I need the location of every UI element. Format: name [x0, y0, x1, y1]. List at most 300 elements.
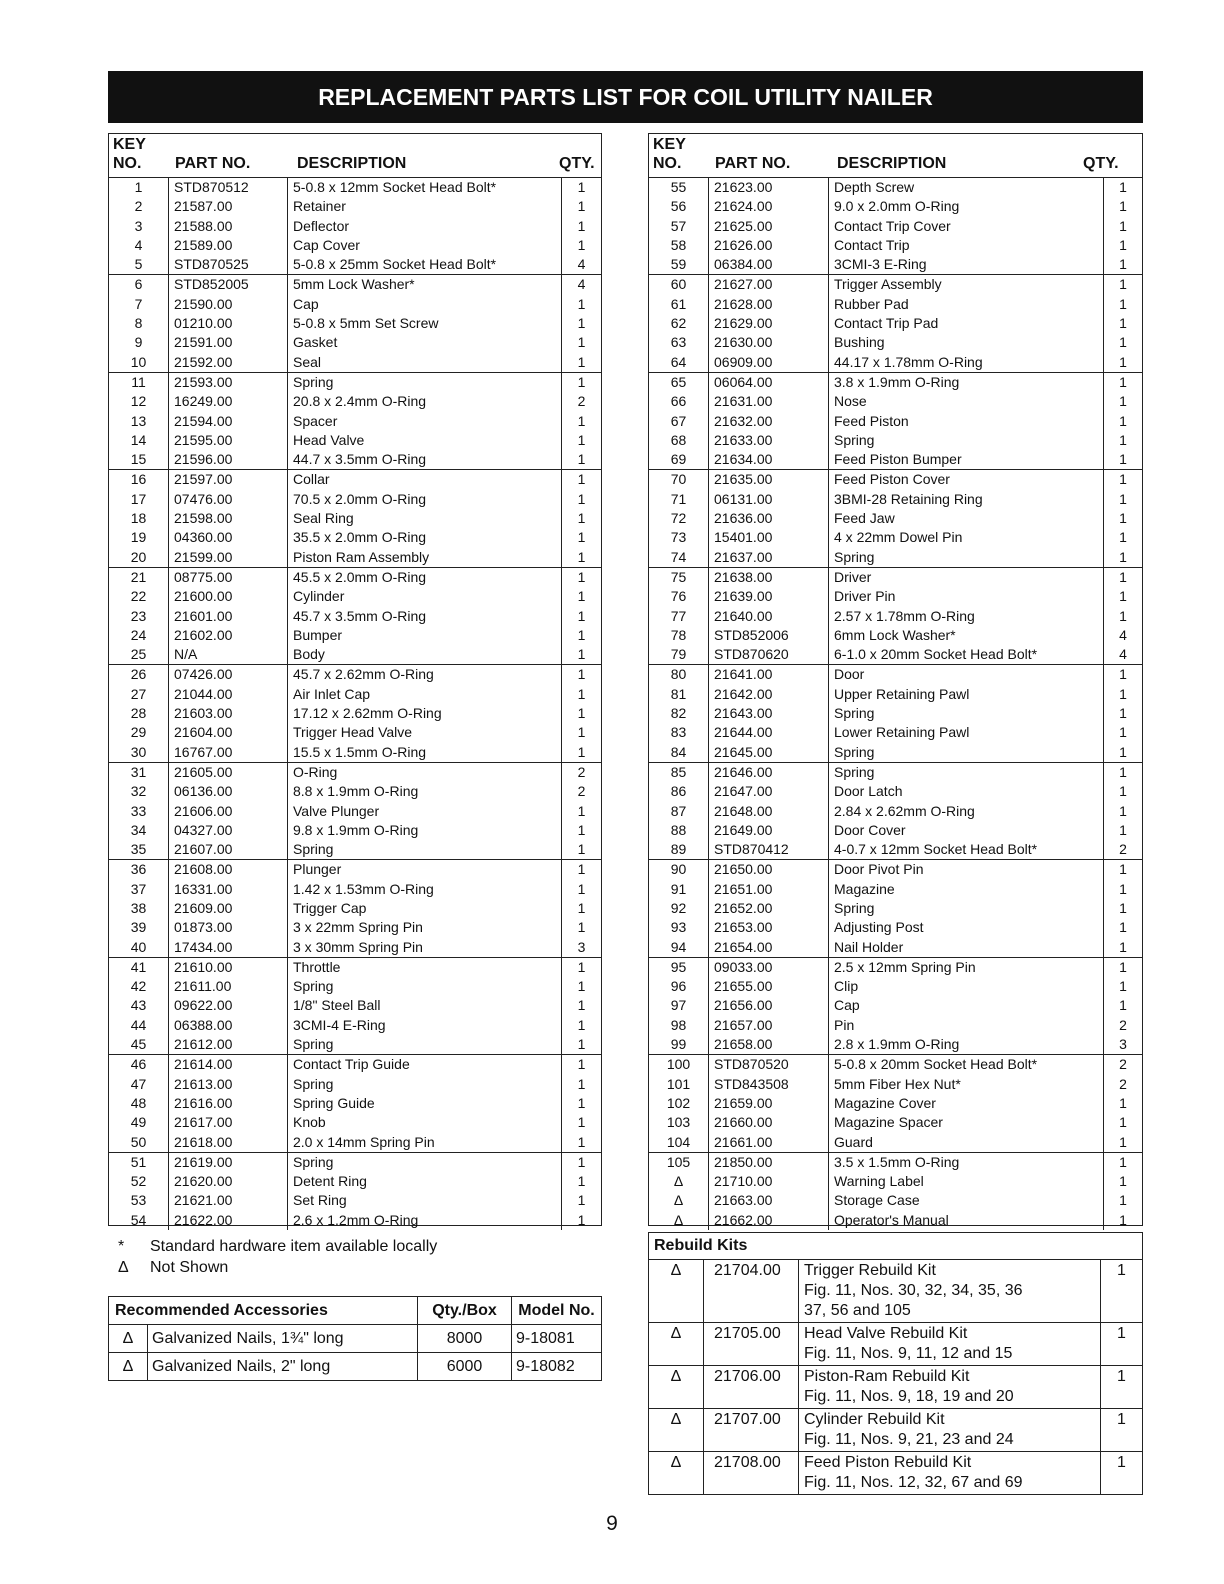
qty: 1 — [561, 1055, 601, 1074]
description: 2.8 x 1.9mm O-Ring — [828, 1035, 1103, 1054]
description: Valve Plunger — [287, 802, 561, 821]
key-no: 65 — [670, 373, 687, 390]
header-description: DESCRIPTION — [837, 155, 947, 172]
part-no: 21652.00 — [708, 899, 828, 918]
description: 2.84 x 2.62mm O-Ring — [828, 802, 1103, 821]
part-no: 07426.00 — [168, 665, 287, 684]
key-no: 4 — [134, 236, 143, 253]
table-row — [649, 958, 1142, 977]
description: Contact Trip — [828, 236, 1103, 255]
key-no: 48 — [130, 1094, 147, 1111]
table-row — [109, 782, 601, 801]
description: 3.8 x 1.9mm O-Ring — [828, 373, 1103, 392]
key-no: 3 — [134, 217, 143, 234]
table-row — [109, 178, 601, 197]
qty: 1 — [561, 548, 601, 567]
part-no: STD852005 — [168, 275, 287, 294]
description: 5-0.8 x 5mm Set Screw — [287, 314, 561, 333]
description: Air Inlet Cap — [287, 685, 561, 704]
description: Magazine Cover — [828, 1094, 1103, 1113]
description: 6mm Lock Washer* — [828, 626, 1103, 645]
part-no: 21633.00 — [708, 431, 828, 450]
description: 44.7 x 3.5mm O-Ring — [287, 450, 561, 469]
delta-symbol: Δ — [118, 1259, 129, 1276]
key-no: 19 — [130, 529, 147, 546]
qty: 1 — [561, 1016, 601, 1035]
table-row — [109, 490, 601, 509]
description: 2.6 x 1.2mm O-Ring — [287, 1211, 561, 1230]
key-no: 102 — [666, 1094, 691, 1111]
description: 45.5 x 2.0mm O-Ring — [287, 568, 561, 587]
key-no: 79 — [670, 646, 687, 663]
rebuild-kits-rows — [649, 1260, 1142, 1494]
table-row — [649, 802, 1142, 821]
rebuild-kits-table — [648, 1232, 1143, 1495]
description: Spring — [828, 548, 1103, 567]
qty: 1 — [1103, 860, 1142, 879]
description: Spring — [287, 1035, 561, 1054]
part-no: 21657.00 — [708, 1016, 828, 1035]
table-row — [649, 333, 1142, 352]
qty: 1 — [1103, 821, 1142, 840]
description: Spacer — [287, 412, 561, 431]
table-row — [109, 899, 601, 918]
description: 5-0.8 x 12mm Socket Head Bolt* — [287, 178, 561, 197]
description: Door Latch — [828, 782, 1103, 801]
key-no: 42 — [130, 978, 147, 995]
description: Door Cover — [828, 821, 1103, 840]
qty: 1 — [561, 626, 601, 645]
table-row — [109, 1016, 601, 1035]
key-no: 29 — [130, 724, 147, 741]
part-no: 21656.00 — [708, 996, 828, 1015]
qty: 2 — [561, 782, 601, 801]
key-no: 46 — [130, 1056, 147, 1073]
kit-description-line: Trigger Rebuild Kit — [804, 1262, 936, 1279]
parts-rows-right — [649, 178, 1142, 1230]
part-no: STD870525 — [168, 255, 287, 274]
description: 2.0 x 14mm Spring Pin — [287, 1133, 561, 1152]
kit-part-no: 21705.00 — [703, 1323, 798, 1365]
table-row — [109, 743, 601, 763]
table-row — [649, 1191, 1142, 1210]
key-no: 45 — [130, 1036, 147, 1053]
table-row — [109, 450, 601, 470]
description: Feed Jaw — [828, 509, 1103, 528]
table-row — [649, 723, 1142, 742]
part-no: 21649.00 — [708, 821, 828, 840]
description: Warning Label — [828, 1172, 1103, 1191]
key-no: 69 — [670, 451, 687, 468]
description: Magazine — [828, 880, 1103, 899]
table-row — [109, 723, 601, 742]
key-no: 59 — [670, 256, 687, 273]
qty: 1 — [1103, 431, 1142, 450]
key-no: 23 — [130, 607, 147, 624]
part-no: 21595.00 — [168, 431, 287, 450]
accessory-qty: 6000 — [417, 1353, 511, 1380]
qty: 1 — [561, 723, 601, 742]
part-no: 21662.00 — [708, 1211, 828, 1230]
table-row — [109, 1172, 601, 1191]
part-no: 21604.00 — [168, 723, 287, 742]
key-no: 54 — [130, 1211, 147, 1228]
description: Body — [287, 645, 561, 664]
key-no: 10 — [130, 353, 147, 370]
part-no: 06131.00 — [708, 490, 828, 509]
qty: 1 — [561, 899, 601, 918]
kit-description-line: Head Valve Rebuild Kit — [804, 1325, 968, 1342]
table-row — [109, 938, 601, 958]
key-no: 75 — [670, 568, 687, 585]
qty: 2 — [561, 392, 601, 411]
qty: 1 — [1103, 490, 1142, 509]
table-row — [109, 918, 601, 937]
part-no: 21640.00 — [708, 607, 828, 626]
description: Magazine Spacer — [828, 1113, 1103, 1132]
table-row — [109, 685, 601, 704]
description: Driver — [828, 568, 1103, 587]
accessory-qty: 8000 — [417, 1325, 511, 1352]
table-row — [649, 450, 1142, 470]
key-no: 62 — [670, 315, 687, 332]
qty: 1 — [1103, 509, 1142, 528]
key-no: 12 — [130, 393, 147, 410]
table-row — [109, 704, 601, 723]
table-row — [649, 528, 1142, 547]
key-no: 14 — [130, 431, 147, 448]
table-header — [109, 134, 601, 178]
part-no: 21618.00 — [168, 1133, 287, 1152]
description: 2.57 x 1.78mm O-Ring — [828, 607, 1103, 626]
qty: 1 — [561, 178, 601, 197]
description: Door Pivot Pin — [828, 860, 1103, 879]
qty: 1 — [1103, 607, 1142, 626]
part-no: 21626.00 — [708, 236, 828, 255]
key-no: 5 — [134, 256, 143, 273]
parts-table-left — [108, 133, 602, 1226]
description: Piston Ram Assembly — [287, 548, 561, 567]
description: Plunger — [287, 860, 561, 879]
part-no: 21597.00 — [168, 470, 287, 489]
part-no: 21660.00 — [708, 1113, 828, 1132]
kit-row — [649, 1366, 1142, 1409]
key-no: 57 — [670, 217, 687, 234]
description: Clip — [828, 977, 1103, 996]
key-no: 92 — [670, 899, 687, 916]
table-row — [109, 1113, 601, 1132]
qty: 1 — [561, 860, 601, 879]
kit-description — [798, 1323, 1100, 1365]
kit-qty: 1 — [1100, 1366, 1142, 1408]
qty: 1 — [1103, 958, 1142, 977]
qty: 4 — [1103, 626, 1142, 645]
key-no: 9 — [134, 334, 143, 351]
qty: 1 — [1103, 1113, 1142, 1132]
part-no: 16767.00 — [168, 743, 287, 762]
kit-description — [798, 1409, 1100, 1451]
qty: 1 — [561, 236, 601, 255]
part-no: 21658.00 — [708, 1035, 828, 1054]
key-no: 85 — [670, 763, 687, 780]
key-no: 88 — [670, 821, 687, 838]
key-no: 72 — [670, 510, 687, 527]
qty: 1 — [561, 880, 601, 899]
delta-symbol: Δ — [670, 1325, 682, 1342]
table-row — [109, 645, 601, 665]
description: Feed Piston Cover — [828, 470, 1103, 489]
qty: 1 — [561, 1094, 601, 1113]
part-no: 21631.00 — [708, 392, 828, 411]
legend-notes — [118, 1236, 437, 1278]
qty: 1 — [1103, 587, 1142, 606]
key-no: 78 — [670, 626, 687, 643]
table-row — [649, 918, 1142, 937]
key-no: 51 — [130, 1153, 147, 1170]
table-row — [109, 860, 601, 879]
key-no: 18 — [130, 510, 147, 527]
kit-description-line: Cylinder Rebuild Kit — [804, 1411, 945, 1428]
part-no: 21639.00 — [708, 587, 828, 606]
table-row — [649, 236, 1142, 255]
kit-description — [798, 1452, 1100, 1494]
accessory-row — [109, 1353, 601, 1380]
description: 3.5 x 1.5mm O-Ring — [828, 1153, 1103, 1172]
qty: 1 — [1103, 568, 1142, 587]
qty: 1 — [1103, 977, 1142, 996]
part-no: 21587.00 — [168, 197, 287, 216]
header-no: NO. — [113, 155, 142, 172]
description: Operator's Manual — [828, 1211, 1103, 1230]
key-no: 27 — [130, 685, 147, 702]
part-no: 06909.00 — [708, 353, 828, 372]
description: 45.7 x 2.62mm O-Ring — [287, 665, 561, 684]
qty: 1 — [561, 333, 601, 352]
table-row — [109, 217, 601, 236]
part-no: 21601.00 — [168, 607, 287, 626]
qty: 1 — [561, 1172, 601, 1191]
accessory-row — [109, 1325, 601, 1353]
qty: 1 — [1103, 275, 1142, 294]
part-no: 01210.00 — [168, 314, 287, 333]
description: Seal Ring — [287, 509, 561, 528]
table-row — [649, 977, 1142, 996]
header-qty-box: Qty./Box — [417, 1297, 511, 1324]
part-no: 21638.00 — [708, 568, 828, 587]
qty: 1 — [561, 314, 601, 333]
part-no: STD870620 — [708, 645, 828, 664]
accessory-model: 9-18081 — [511, 1325, 601, 1352]
table-row — [109, 373, 601, 392]
qty: 1 — [1103, 938, 1142, 957]
table-row — [649, 685, 1142, 704]
kit-row — [649, 1323, 1142, 1366]
description: 9.0 x 2.0mm O-Ring — [828, 197, 1103, 216]
qty: 4 — [561, 255, 601, 274]
qty: 1 — [1103, 353, 1142, 372]
part-no: 21663.00 — [708, 1191, 828, 1210]
table-row — [649, 548, 1142, 568]
part-no: 21619.00 — [168, 1153, 287, 1172]
table-row — [109, 958, 601, 977]
table-row — [109, 1133, 601, 1153]
description: 3 x 30mm Spring Pin — [287, 938, 561, 957]
qty: 1 — [1103, 763, 1142, 782]
part-no: 17434.00 — [168, 938, 287, 957]
description: Trigger Cap — [287, 899, 561, 918]
part-no: 21590.00 — [168, 295, 287, 314]
qty: 1 — [561, 587, 601, 606]
qty: 1 — [1103, 996, 1142, 1015]
table-row — [649, 1133, 1142, 1153]
part-no: STD870520 — [708, 1055, 828, 1074]
part-no: 21617.00 — [168, 1113, 287, 1132]
qty: 2 — [1103, 1075, 1142, 1094]
part-no: 04360.00 — [168, 528, 287, 547]
key-no: 17 — [130, 490, 147, 507]
qty: 1 — [1103, 1211, 1142, 1230]
part-no: 21637.00 — [708, 548, 828, 567]
part-no: 21592.00 — [168, 353, 287, 372]
table-row — [649, 587, 1142, 606]
part-no: N/A — [168, 645, 287, 664]
accessory-name: Galvanized Nails, 2" long — [147, 1353, 417, 1380]
table-row — [649, 607, 1142, 626]
description: Retainer — [287, 197, 561, 216]
key-no: 26 — [130, 666, 147, 683]
key-no: 52 — [130, 1173, 147, 1190]
part-no: 21606.00 — [168, 802, 287, 821]
key-no: 104 — [666, 1133, 691, 1150]
part-no: 07476.00 — [168, 490, 287, 509]
key-no: 68 — [670, 431, 687, 448]
part-no: 21647.00 — [708, 782, 828, 801]
description: Nose — [828, 392, 1103, 411]
qty: 2 — [1103, 840, 1142, 859]
table-header — [649, 134, 1142, 178]
qty: 1 — [561, 840, 601, 859]
qty: 1 — [561, 802, 601, 821]
table-row — [109, 1075, 601, 1094]
key-no: 90 — [670, 861, 687, 878]
kit-description-line: Feed Piston Rebuild Kit — [804, 1454, 972, 1471]
part-no: 21636.00 — [708, 509, 828, 528]
description: Spring — [828, 899, 1103, 918]
part-no: 16331.00 — [168, 880, 287, 899]
qty: 1 — [561, 1133, 601, 1152]
qty: 1 — [561, 431, 601, 450]
description: 3 x 22mm Spring Pin — [287, 918, 561, 937]
table-row — [109, 626, 601, 645]
kit-row — [649, 1260, 1142, 1323]
description: Spring — [287, 977, 561, 996]
part-no: STD843508 — [708, 1075, 828, 1094]
qty: 1 — [561, 1211, 601, 1230]
key-no: 53 — [130, 1192, 147, 1209]
parts-rows-left — [109, 178, 601, 1230]
qty: 2 — [1103, 1016, 1142, 1035]
table-row — [649, 938, 1142, 958]
qty: 1 — [561, 412, 601, 431]
qty: 1 — [561, 295, 601, 314]
qty: 1 — [561, 821, 601, 840]
part-no: 21044.00 — [168, 685, 287, 704]
key-no: 73 — [670, 529, 687, 546]
parts-table-right — [648, 133, 1143, 1226]
description: 4 x 22mm Dowel Pin — [828, 528, 1103, 547]
description: 3BMI-28 Retaining Ring — [828, 490, 1103, 509]
key-no: 89 — [670, 841, 687, 858]
key-no: 61 — [670, 295, 687, 312]
table-row — [649, 568, 1142, 587]
qty: 1 — [561, 704, 601, 723]
delta-symbol: Δ — [670, 1411, 682, 1428]
kit-qty: 1 — [1100, 1452, 1142, 1494]
key-no: 82 — [670, 705, 687, 722]
key-no: 16 — [130, 471, 147, 488]
table-row — [649, 353, 1142, 373]
qty: 1 — [1103, 782, 1142, 801]
table-row — [649, 880, 1142, 899]
description: Spring — [828, 704, 1103, 723]
kit-description-line: Fig. 11, Nos. 30, 32, 34, 35, 36 — [804, 1282, 1023, 1299]
qty: 1 — [561, 353, 601, 372]
table-row — [649, 1035, 1142, 1055]
qty: 4 — [1103, 645, 1142, 664]
part-no: 21710.00 — [708, 1172, 828, 1191]
table-row — [649, 782, 1142, 801]
qty: 1 — [561, 607, 601, 626]
table-row — [649, 255, 1142, 275]
part-no: 21621.00 — [168, 1191, 287, 1210]
qty: 1 — [561, 685, 601, 704]
key-no: 35 — [130, 841, 147, 858]
description: Cylinder — [287, 587, 561, 606]
table-row — [649, 899, 1142, 918]
key-no: 70 — [670, 471, 687, 488]
qty: 1 — [561, 1191, 601, 1210]
key-no: 7 — [134, 295, 143, 312]
description: 70.5 x 2.0mm O-Ring — [287, 490, 561, 509]
table-row — [649, 412, 1142, 431]
table-row — [649, 178, 1142, 197]
qty: 1 — [561, 528, 601, 547]
part-no: 21611.00 — [168, 977, 287, 996]
key-no: 55 — [670, 179, 687, 195]
kit-description-line: Fig. 11, Nos. 9, 11, 12 and 15 — [804, 1345, 1013, 1362]
description: Gasket — [287, 333, 561, 352]
header-model-no: Model No. — [511, 1297, 601, 1324]
table-row — [109, 392, 601, 411]
key-no: 47 — [130, 1075, 147, 1092]
note-text: Standard hardware item available locally — [150, 1238, 438, 1255]
key-no: 40 — [130, 938, 147, 955]
description: Driver Pin — [828, 587, 1103, 606]
key-no: 71 — [670, 490, 687, 507]
key-no: 30 — [130, 743, 147, 760]
table-row — [109, 880, 601, 899]
table-row — [649, 275, 1142, 294]
key-no: 86 — [670, 783, 687, 800]
table-row — [649, 704, 1142, 723]
part-no: 21622.00 — [168, 1211, 287, 1230]
key-no: 84 — [670, 743, 687, 760]
key-no: 28 — [130, 705, 147, 722]
qty: 1 — [1103, 295, 1142, 314]
qty: 1 — [561, 490, 601, 509]
qty: 1 — [1103, 685, 1142, 704]
description: Collar — [287, 470, 561, 489]
